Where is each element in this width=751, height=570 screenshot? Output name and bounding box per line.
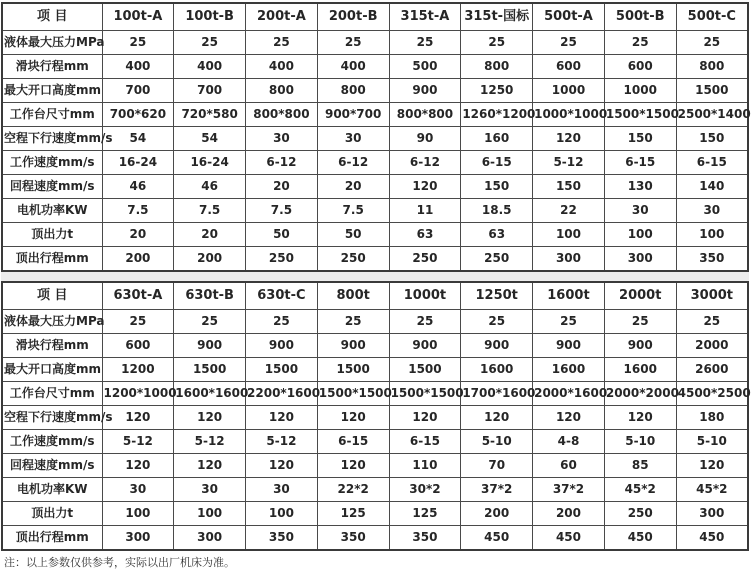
column-header: 500t-C — [676, 3, 748, 31]
table-row — [2, 382, 748, 406]
spec-cell: 6-15 — [461, 151, 533, 175]
spec-cell: 900 — [317, 334, 389, 358]
spec-cell: 120 — [246, 454, 318, 478]
column-header: 630t-C — [246, 282, 318, 310]
spec-cell: 1500*1500 — [389, 382, 461, 406]
spec-cell: 500 — [389, 55, 461, 79]
spec-cell: 25 — [317, 310, 389, 334]
spec-cell: 1600 — [533, 358, 605, 382]
spec-cell: 100 — [676, 223, 748, 247]
spec-cell: 4-8 — [533, 430, 605, 454]
table-row — [2, 199, 748, 223]
spec-cell: 120 — [174, 406, 246, 430]
spec-cell: 1500 — [174, 358, 246, 382]
item-column-header: 项 目 — [2, 282, 102, 310]
spec-cell: 125 — [389, 502, 461, 526]
row-label: 工作速度mm/s — [2, 430, 102, 454]
spec-cell: 1000*1000 — [533, 103, 605, 127]
spec-cell: 1500 — [246, 358, 318, 382]
column-header: 200t-B — [317, 3, 389, 31]
spec-cell: 300 — [102, 526, 174, 551]
spec-cell: 25 — [676, 310, 748, 334]
spec-cell: 900 — [246, 334, 318, 358]
spec-cell: 5-12 — [246, 430, 318, 454]
spec-cell: 1000 — [604, 79, 676, 103]
row-label: 空程下行速度mm/s — [2, 406, 102, 430]
spec-cell: 60 — [533, 454, 605, 478]
spec-cell: 20 — [246, 175, 318, 199]
column-header: 200t-A — [246, 3, 318, 31]
spec-cell: 2200*1600 — [246, 382, 318, 406]
table-gap — [1, 272, 749, 281]
spec-cell: 600 — [533, 55, 605, 79]
spec-cell: 25 — [246, 31, 318, 55]
header-row — [2, 3, 748, 31]
spec-cell: 400 — [246, 55, 318, 79]
spec-cell: 120 — [533, 127, 605, 151]
spec-cell: 200 — [533, 502, 605, 526]
row-label: 滑块行程mm — [2, 334, 102, 358]
column-header: 630t-B — [174, 282, 246, 310]
spec-cell: 6-12 — [246, 151, 318, 175]
row-label: 电机功率KW — [2, 478, 102, 502]
table-row — [2, 358, 748, 382]
spec-cell: 63 — [461, 223, 533, 247]
column-header: 630t-A — [102, 282, 174, 310]
table-row — [2, 502, 748, 526]
spec-table-large-tonnage — [1, 281, 749, 551]
spec-cell: 37*2 — [533, 478, 605, 502]
row-label: 最大开口高度mm — [2, 79, 102, 103]
spec-cell: 350 — [389, 526, 461, 551]
spec-cell: 1600 — [461, 358, 533, 382]
spec-cell: 125 — [317, 502, 389, 526]
spec-cell: 120 — [102, 454, 174, 478]
spec-cell: 2000 — [676, 334, 748, 358]
column-header: 500t-B — [604, 3, 676, 31]
spec-cell: 600 — [604, 55, 676, 79]
spec-cell: 6-15 — [317, 430, 389, 454]
spec-cell: 1260*1200 — [461, 103, 533, 127]
column-header: 1000t — [389, 282, 461, 310]
spec-cell: 800 — [246, 79, 318, 103]
spec-cell: 800 — [317, 79, 389, 103]
spec-cell: 25 — [317, 31, 389, 55]
spec-cell: 160 — [461, 127, 533, 151]
item-column-header: 项 目 — [2, 3, 102, 31]
spec-cell: 30 — [676, 199, 748, 223]
spec-cell: 900 — [533, 334, 605, 358]
spec-cell: 300 — [174, 526, 246, 551]
spec-cell: 720*580 — [174, 103, 246, 127]
spec-cell: 900*700 — [317, 103, 389, 127]
spec-cell: 5-10 — [676, 430, 748, 454]
spec-cell: 140 — [676, 175, 748, 199]
spec-cell: 5-10 — [461, 430, 533, 454]
spec-cell: 16-24 — [102, 151, 174, 175]
row-label: 回程速度mm/s — [2, 175, 102, 199]
column-header: 315t-国标 — [461, 3, 533, 31]
row-label: 空程下行速度mm/s — [2, 127, 102, 151]
spec-cell: 37*2 — [461, 478, 533, 502]
spec-cell: 1600 — [604, 358, 676, 382]
spec-cell: 200 — [461, 502, 533, 526]
spec-cell: 800*800 — [246, 103, 318, 127]
row-label: 滑块行程mm — [2, 55, 102, 79]
row-label: 最大开口高度mm — [2, 358, 102, 382]
spec-cell: 25 — [174, 310, 246, 334]
spec-cell: 150 — [676, 127, 748, 151]
spec-cell: 46 — [174, 175, 246, 199]
spec-cell: 30 — [604, 199, 676, 223]
spec-cell: 5-10 — [604, 430, 676, 454]
row-label: 液体最大压力MPa — [2, 31, 102, 55]
spec-cell: 900 — [389, 79, 461, 103]
spec-cell: 25 — [102, 31, 174, 55]
column-header: 1250t — [461, 282, 533, 310]
spec-cell: 350 — [317, 526, 389, 551]
spec-cell: 120 — [461, 406, 533, 430]
table-row — [2, 310, 748, 334]
spec-cell: 200 — [102, 247, 174, 272]
spec-cell: 1600*1600 — [174, 382, 246, 406]
table-row — [2, 103, 748, 127]
table-row — [2, 406, 748, 430]
spec-cell: 30 — [102, 478, 174, 502]
spec-cell: 150 — [533, 175, 605, 199]
spec-cell: 54 — [102, 127, 174, 151]
row-label: 回程速度mm/s — [2, 454, 102, 478]
spec-cell: 900 — [389, 334, 461, 358]
spec-cell: 200 — [174, 247, 246, 272]
column-header: 1600t — [533, 282, 605, 310]
spec-cell: 2000*1600 — [533, 382, 605, 406]
spec-cell: 250 — [317, 247, 389, 272]
spec-cell: 7.5 — [102, 199, 174, 223]
spec-cell: 25 — [533, 31, 605, 55]
spec-cell: 120 — [317, 406, 389, 430]
column-header: 800t — [317, 282, 389, 310]
spec-cell: 22*2 — [317, 478, 389, 502]
spec-cell: 700 — [102, 79, 174, 103]
spec-cell: 25 — [174, 31, 246, 55]
row-label: 液体最大压力MPa — [2, 310, 102, 334]
spec-cell: 450 — [604, 526, 676, 551]
spec-cell: 25 — [461, 310, 533, 334]
row-label: 顶出行程mm — [2, 247, 102, 272]
spec-cell: 120 — [102, 406, 174, 430]
spec-cell: 46 — [102, 175, 174, 199]
spec-cell: 450 — [461, 526, 533, 551]
row-label: 顶出行程mm — [2, 526, 102, 551]
spec-cell: 1500 — [389, 358, 461, 382]
table-row — [2, 334, 748, 358]
spec-cell: 120 — [533, 406, 605, 430]
spec-cell: 25 — [604, 31, 676, 55]
spec-cell: 1000 — [533, 79, 605, 103]
spec-cell: 11 — [389, 199, 461, 223]
spec-cell: 250 — [389, 247, 461, 272]
spec-cell: 85 — [604, 454, 676, 478]
table-row — [2, 526, 748, 551]
spec-cell: 600 — [102, 334, 174, 358]
spec-cell: 25 — [102, 310, 174, 334]
column-header: 2000t — [604, 282, 676, 310]
spec-cell: 1700*1600 — [461, 382, 533, 406]
row-label: 电机功率KW — [2, 199, 102, 223]
column-header: 100t-A — [102, 3, 174, 31]
spec-cell: 250 — [604, 502, 676, 526]
spec-cell: 120 — [246, 406, 318, 430]
spec-cell: 7.5 — [246, 199, 318, 223]
row-label: 工作速度mm/s — [2, 151, 102, 175]
table-row — [2, 127, 748, 151]
spec-cell: 350 — [676, 247, 748, 272]
spec-cell: 70 — [461, 454, 533, 478]
spec-cell: 30 — [317, 127, 389, 151]
spec-cell: 18.5 — [461, 199, 533, 223]
spec-cell: 6-12 — [389, 151, 461, 175]
table-row — [2, 55, 748, 79]
spec-cell: 6-12 — [317, 151, 389, 175]
spec-cell: 1250 — [461, 79, 533, 103]
column-header: 500t-A — [533, 3, 605, 31]
spec-cell: 50 — [246, 223, 318, 247]
spec-cell: 25 — [533, 310, 605, 334]
spec-cell: 25 — [389, 31, 461, 55]
column-header: 100t-B — [174, 3, 246, 31]
spec-cell: 63 — [389, 223, 461, 247]
spec-cell: 120 — [389, 175, 461, 199]
spec-cell: 2600 — [676, 358, 748, 382]
row-label: 工作台尺寸mm — [2, 103, 102, 127]
spec-cell: 130 — [604, 175, 676, 199]
spec-cell: 6-15 — [389, 430, 461, 454]
spec-cell: 5-12 — [102, 430, 174, 454]
column-header: 315t-A — [389, 3, 461, 31]
spec-cell: 1200*1000 — [102, 382, 174, 406]
spec-cell: 1500*1500 — [604, 103, 676, 127]
spec-cell: 100 — [174, 502, 246, 526]
row-label: 工作台尺寸mm — [2, 382, 102, 406]
spec-cell: 300 — [533, 247, 605, 272]
table-row — [2, 430, 748, 454]
table-row — [2, 247, 748, 272]
footnote: 注：以上参数仅供参考，实际以出厂机床为准。 — [4, 556, 235, 569]
spec-cell: 2000*2000 — [604, 382, 676, 406]
spec-cell: 5-12 — [533, 151, 605, 175]
spec-cell: 20 — [102, 223, 174, 247]
spec-cell: 120 — [317, 454, 389, 478]
spec-cell: 25 — [246, 310, 318, 334]
spec-cell: 180 — [676, 406, 748, 430]
spec-table-small-tonnage — [1, 2, 749, 272]
spec-cell: 900 — [174, 334, 246, 358]
spec-cell: 100 — [102, 502, 174, 526]
spec-cell: 400 — [174, 55, 246, 79]
spec-cell: 150 — [461, 175, 533, 199]
spec-cell: 800 — [461, 55, 533, 79]
spec-cell: 30*2 — [389, 478, 461, 502]
spec-cell: 2500*1400 — [676, 103, 748, 127]
spec-cell: 350 — [246, 526, 318, 551]
spec-cell: 6-15 — [604, 151, 676, 175]
spec-cell: 250 — [461, 247, 533, 272]
spec-cell: 6-15 — [676, 151, 748, 175]
spec-cell: 100 — [246, 502, 318, 526]
spec-cell: 250 — [246, 247, 318, 272]
spec-cell: 450 — [676, 526, 748, 551]
row-label: 顶出力t — [2, 223, 102, 247]
spec-cell: 400 — [102, 55, 174, 79]
header-row — [2, 282, 748, 310]
spec-cell: 54 — [174, 127, 246, 151]
spec-cell: 100 — [533, 223, 605, 247]
spec-cell: 1500 — [676, 79, 748, 103]
spec-cell: 30 — [246, 478, 318, 502]
spec-cell: 1200 — [102, 358, 174, 382]
spec-cell: 22 — [533, 199, 605, 223]
spec-cell: 800 — [676, 55, 748, 79]
table-row — [2, 79, 748, 103]
spec-cell: 45*2 — [604, 478, 676, 502]
table-row — [2, 223, 748, 247]
spec-cell: 16-24 — [174, 151, 246, 175]
spec-cell: 120 — [604, 406, 676, 430]
table-row — [2, 454, 748, 478]
table-row — [2, 175, 748, 199]
table-row — [2, 31, 748, 55]
spec-cell: 120 — [676, 454, 748, 478]
spec-cell: 800*800 — [389, 103, 461, 127]
spec-cell: 20 — [317, 175, 389, 199]
spec-cell: 25 — [604, 310, 676, 334]
spec-cell: 300 — [604, 247, 676, 272]
spec-cell: 120 — [174, 454, 246, 478]
spec-cell: 50 — [317, 223, 389, 247]
spec-cell: 1500*1500 — [317, 382, 389, 406]
spec-cell: 20 — [174, 223, 246, 247]
table-row — [2, 151, 748, 175]
spec-cell: 150 — [604, 127, 676, 151]
spec-cell: 45*2 — [676, 478, 748, 502]
spec-cell: 4500*2500 — [676, 382, 748, 406]
table-row — [2, 478, 748, 502]
column-header: 3000t — [676, 282, 748, 310]
spec-cell: 700*620 — [102, 103, 174, 127]
spec-cell: 25 — [676, 31, 748, 55]
spec-cell: 400 — [317, 55, 389, 79]
spec-cell: 30 — [174, 478, 246, 502]
spec-cell: 90 — [389, 127, 461, 151]
spec-cell: 30 — [246, 127, 318, 151]
spec-cell: 900 — [604, 334, 676, 358]
spec-cell: 25 — [389, 310, 461, 334]
row-label: 顶出力t — [2, 502, 102, 526]
spec-cell: 7.5 — [317, 199, 389, 223]
spec-cell: 1500 — [317, 358, 389, 382]
spec-cell: 7.5 — [174, 199, 246, 223]
spec-cell: 900 — [461, 334, 533, 358]
spec-cell: 5-12 — [174, 430, 246, 454]
spec-cell: 100 — [604, 223, 676, 247]
spec-cell: 700 — [174, 79, 246, 103]
spec-cell: 300 — [676, 502, 748, 526]
spec-cell: 450 — [533, 526, 605, 551]
spec-cell: 120 — [389, 406, 461, 430]
spec-cell: 25 — [461, 31, 533, 55]
spec-cell: 110 — [389, 454, 461, 478]
